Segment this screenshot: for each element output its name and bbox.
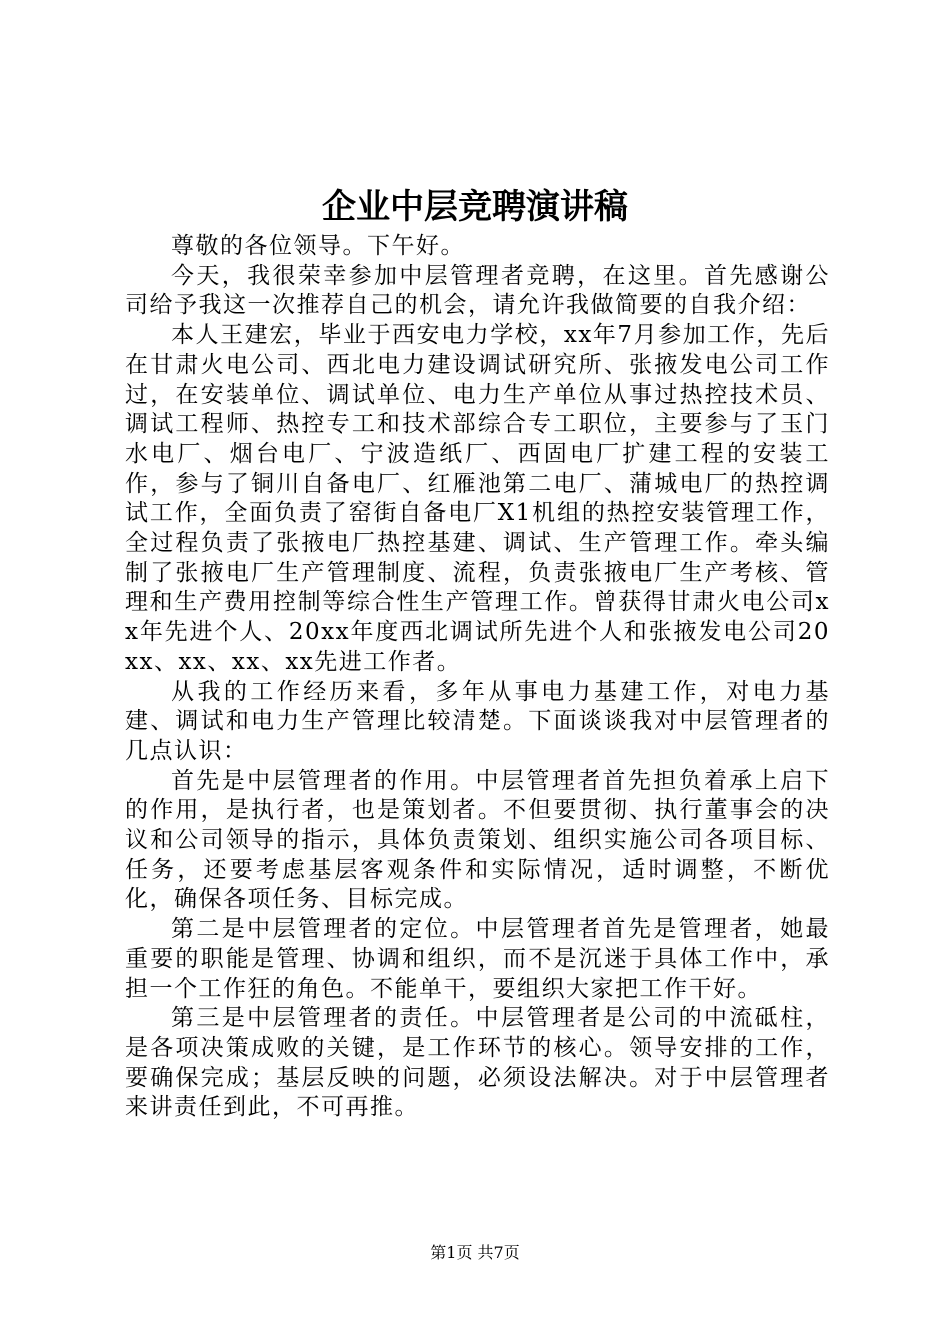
greeting-paragraph: 尊敬的各位领导。下午好。 [171, 233, 465, 259]
document-title: 企业中层竞聘演讲稿 [322, 187, 628, 227]
intro-paragraph: 今天，我很荣幸参加中层管理者竞聘，在这里。首先感谢公司给予我这一次推荐自己的机会，请允许我做简要的自我介绍： [125, 262, 830, 319]
page-footer: 第1页 共7页 [430, 1243, 520, 1262]
experience-paragraph: 从我的工作经历来看，多年从事电力基建工作，对电力基建、调试和电力生产管理比较清楚。下面谈谈我对中层管理者的几点认识： [125, 678, 830, 764]
background-paragraph: 本人王建宏，毕业于西安电力学校，xx年7月参加工作，先后在甘肃火电公司、西北电力建设调试研究所、张掖发电公司工作过，在安装单位、调试单位、电力生产单位从事过热控技术员、调试工程师、热控专工和技术部综合专工职位，主要参与了玉门水电厂、烟台电厂、宁波造纸厂、西固电厂扩建工程的安装工作，参与了铜川自备电厂、红雁池第二电厂、蒲城电厂的热控调试工作，全面负责了窑街自备电厂X1机组的热控安装管理工作，全过程负责了张掖电厂热控基建、调试、生产管理工作。牵头编制了张掖电厂生产管理制度、流程，负责张掖电厂生产考核、管理和生产费用控制等综合性生产管理工作。曾获得甘肃火电公司xx年先进个人、20xx年度西北调试所先进个人和张掖发电公司20xx、xx、xx、xx先进工作者。 [125, 322, 830, 675]
role-paragraph: 首先是中层管理者的作用。中层管理者首先担负着承上启下的作用，是执行者，也是策划者。不但要贯彻、执行董事会的决议和公司领导的指示，具体负责策划、组织实施公司各项目标、任务，还要考虑基层客观条件和实际情况，适时调整，不断优化，确保各项任务、目标完成。 [125, 767, 830, 913]
responsibility-paragraph: 第三是中层管理者的责任。中层管理者是公司的中流砥柱，是各项决策成败的关键，是工作环节的核心。领导安排的工作，要确保完成；基层反映的问题，必须设法解决。对于中层管理者来讲责任到此，不可再推。 [125, 1005, 830, 1121]
positioning-paragraph: 第二是中层管理者的定位。中层管理者首先是管理者，她最重要的职能是管理、协调和组织，而不是沉迷于具体工作中，承担一个工作狂的角色。不能单干，要组织大家把工作干好。 [125, 916, 830, 1002]
document-body [125, 232, 830, 1123]
